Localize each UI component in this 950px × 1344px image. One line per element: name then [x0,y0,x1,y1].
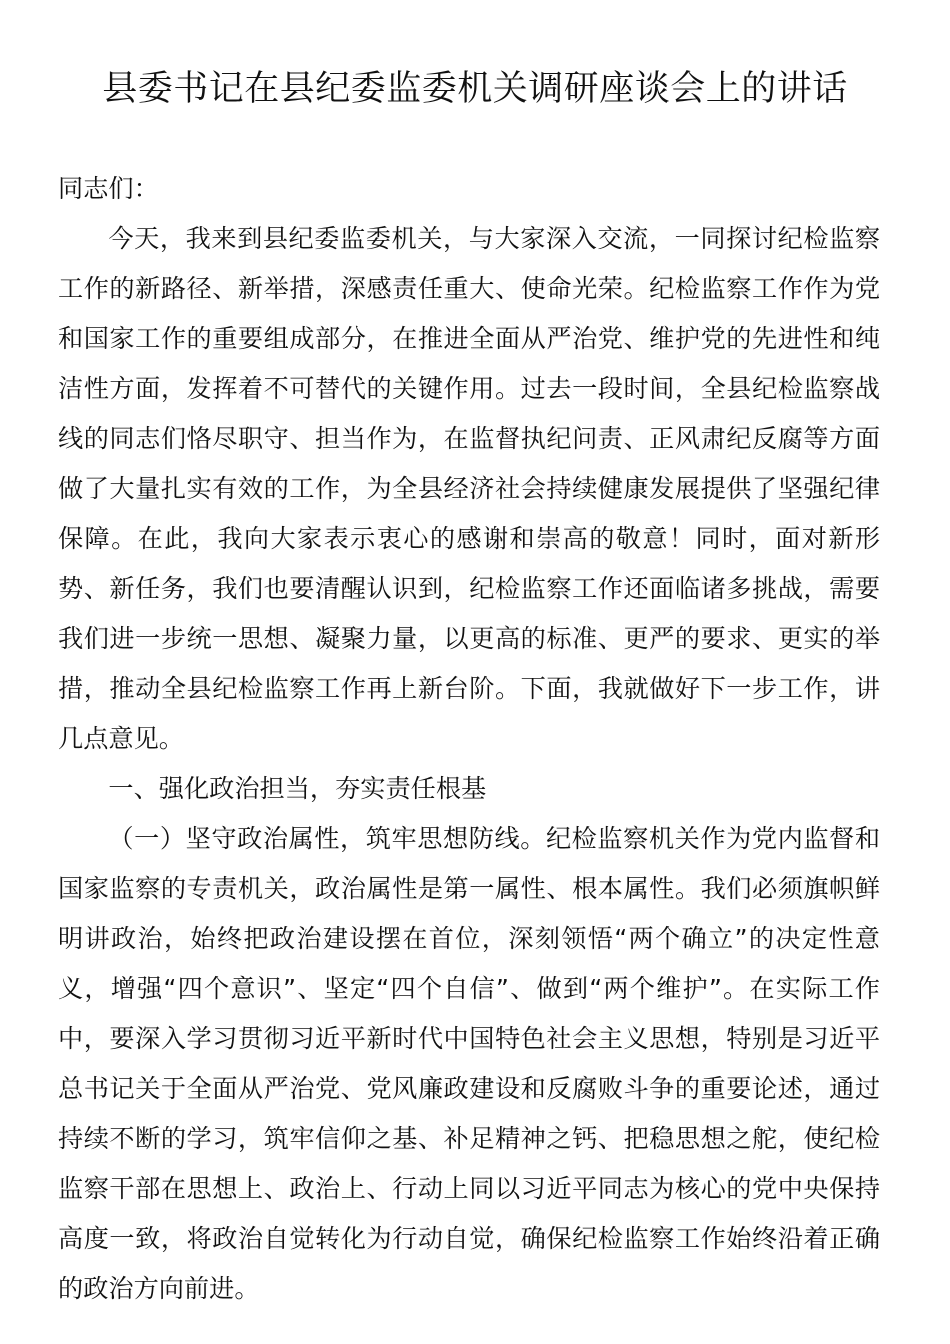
section-heading-1: 一、强化政治担当，夯实责任根基 [108,774,487,803]
paragraph-subsection-1: （一）坚守政治属性，筑牢思想防线。纪检监察机关作为党内监督和国家监察的专责机关，政治属性是第一属性、根本属性。我们必须旗帜鲜明讲政治，始终把政治建设摆在首位，深刻领悟“两个确立”的决定性意义，增强“四个意识”、坚定“四个自信”、做到“两个维护”。在实际工作中，要深入学习贯彻习近平新时代中国特色社会主义思想，特别是习近平总书记关于全面从严治党、党风廉政建设和反腐败斗争的重要论述，通过持续不断的学习，筑牢信仰之基、补足精神之钙、把稳思想之舵，使纪检监察干部在思想上、政治上、行动上同以习近平同志为核心的党中央保持高度一致，将政治自觉转化为行动自觉，确保纪检监察工作始终沿着正确的政治方向前进。 [58,824,880,1303]
paragraph-intro: 今天，我来到县纪委监委机关，与大家深入交流，一同探讨纪检监察工作的新路径、新举措，深感责任重大、使命光荣。纪检监察工作作为党和国家工作的重要组成部分，在推进全面从严治党、维护党的先进性和纯洁性方面，发挥着不可替代的关键作用。过去一段时间，全县纪检监察战线的同志们恪尽职守、担当作为，在监督执纪问责、正风肃纪反腐等方面做了大量扎实有效的工作，为全县经济社会持续健康发展提供了坚强纪律保障。在此，我向大家表示衷心的感谢和崇高的敬意！同时，面对新形势、新任务，我们也要清醒认识到，纪检监察工作还面临诸多挑战，需要我们进一步统一思想、凝聚力量，以更高的标准、更严的要求、更实的举措，推动全县纪检监察工作再上新台阶。下面，我就做好下一步工作，讲几点意见。 [58,224,880,753]
document-title: 县委书记在县纪委监委机关调研座谈会上的讲话 [102,69,848,109]
document-body [58,164,880,1314]
salutation: 同志们： [58,174,159,203]
